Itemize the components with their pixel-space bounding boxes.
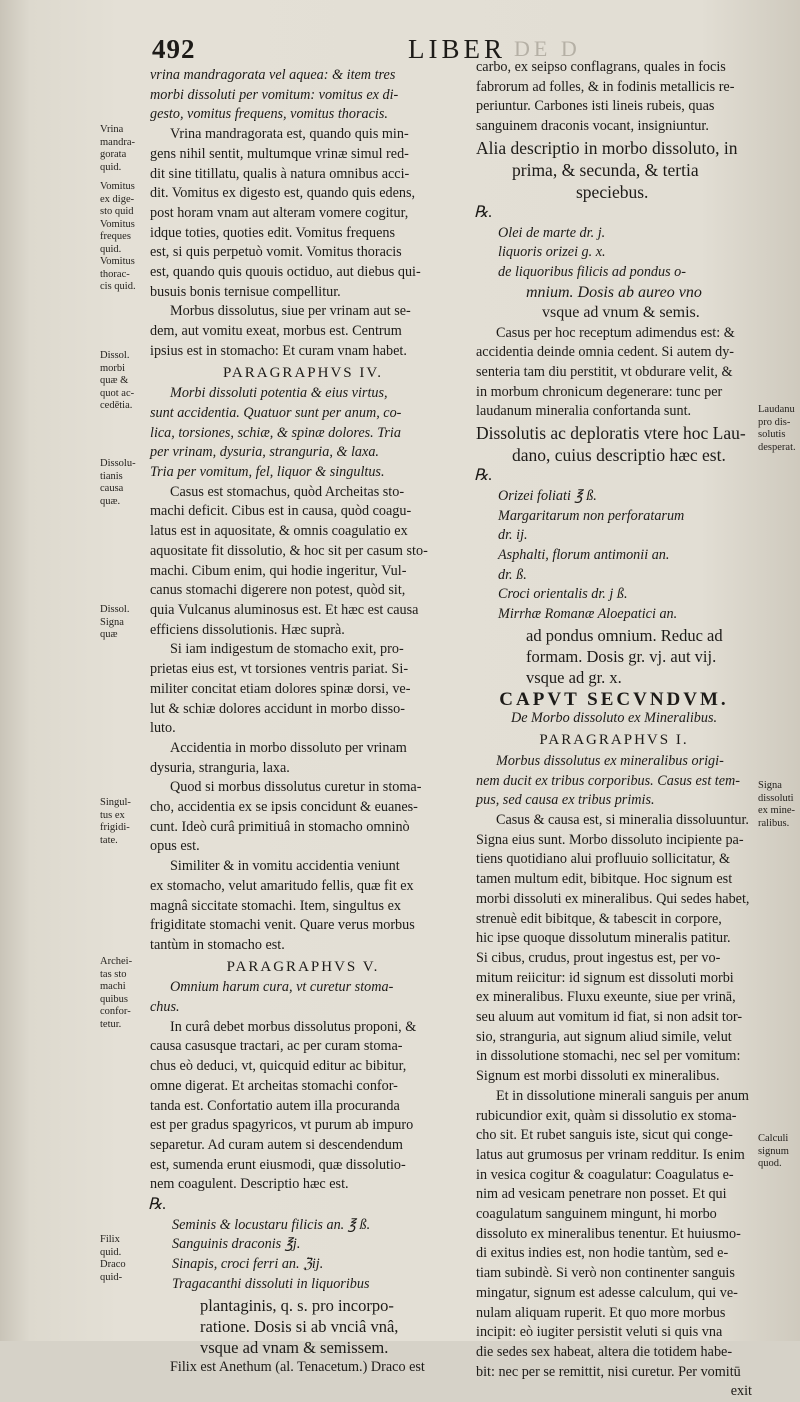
recipe-line [476, 263, 752, 283]
chapter-heading: CAPVT SECVNDVM. [499, 688, 729, 710]
text-line: ralibus. [758, 817, 790, 829]
text-line: est, si quis perpetuò vomit. Vomitus thoracis [150, 244, 402, 261]
margin-note [100, 350, 148, 413]
text-line: nem ducit ex tribus corporibus. Casus est tem- [476, 772, 741, 789]
text-line: magnâ siccitate stomachi. Item, singultus ex [150, 897, 401, 914]
text-line: formam. Dosis gr. vj. aut vij. [526, 646, 717, 666]
recipe-line [150, 1275, 456, 1358]
text-line: Croci orientalis dr. j ß. [498, 586, 628, 603]
text-line: dano, cuius descriptio hæc est. [512, 445, 726, 466]
text-line: efficiens dissolutionis. Hæc suprà. [150, 621, 345, 638]
margin-note [100, 1234, 148, 1284]
text-line: mitum reiicitur: id signum est dissoluti morbi [476, 969, 734, 986]
text-line: tus ex [100, 809, 125, 821]
text-line: Mirrhæ Romanæ Aloepatici an. [498, 606, 678, 623]
text-line: sanguinem draconis vocant, insigniuntur. [476, 118, 709, 135]
text-line: Casus & causa est, si mineralia dissoluuntur. [496, 811, 749, 828]
text-line: canus stomachi digerere non potest, quòd sit, [150, 582, 406, 599]
margin-note [758, 404, 800, 454]
text-line: desperat. [758, 441, 796, 453]
text-line: dr. ij. [498, 527, 528, 544]
text-line: Vomitus [100, 181, 135, 192]
recipe-line [476, 243, 752, 263]
text-line: lica, torsiones, schiæ, & spinæ dolores. Tria [150, 424, 401, 441]
text-line: ex stomacho, velut amaritudo fellis, quæ fit ex [150, 877, 414, 894]
right-text-column [476, 58, 752, 1402]
recipe-line [476, 203, 752, 243]
text-line: dit. Vomitus ex digesto est, quando quis edens, [150, 185, 416, 202]
text-line: gorata [100, 149, 127, 160]
text-line: busuis bonis ternisue compellitur. [150, 283, 341, 300]
text-line: laudanum mineralia confortanda sunt. [476, 403, 692, 420]
text-line: Dissol. [100, 350, 130, 361]
text-line: Sanguinis draconis ℥j. [172, 1236, 301, 1253]
text-line: ratione. Dosis si ab vnciâ vnâ, [200, 1316, 399, 1336]
text-line: nem coagulent. Descriptio hæc est. [150, 1176, 349, 1193]
text-line: morbi [100, 362, 126, 374]
text-line: tanda est. Confortatio autem illa procuranda [150, 1097, 400, 1114]
text-line: quid. [100, 243, 122, 255]
recipe-line [476, 283, 752, 324]
text-line: dissoluto ex mineralibus tenentur. Et huiusmo- [476, 1225, 741, 1242]
text-line: Margaritarum non perforatarum [498, 507, 685, 524]
text-line: plantaginis, q. s. pro incorpo- [200, 1295, 394, 1315]
text-line: Signa [758, 780, 782, 791]
text-line: per vrinam, dysuria, stranguria, & laxa. [150, 444, 379, 461]
text-line: morbi dissoluti per vomitum: vomitus ex di- [150, 86, 399, 103]
text-line: militer concitat etiam dolores spinæ dorsi, ve- [150, 680, 411, 697]
text-line: tiam subindè. Si verò non continenter sanguis [476, 1265, 735, 1282]
text-line: Morbus dissolutus, siue per vrinam aut se- [170, 303, 411, 320]
text-line: est, quando quis quouis octiduo, aut diebus qui- [150, 264, 421, 281]
recipe-line [150, 1195, 456, 1235]
text-line: cho, accidentia ex se ipsis concidunt & euanes- [150, 799, 418, 816]
text-line: quid. [100, 161, 122, 173]
text-paragraph [150, 640, 456, 739]
recipe-line [476, 507, 752, 546]
text-line: freques [100, 231, 131, 242]
text-line: pro dis- [758, 416, 791, 428]
text-line: separetur. Ad curam autem si descendendum [150, 1136, 403, 1153]
text-line: quid- [100, 1271, 123, 1283]
text-line: Filix [100, 1234, 120, 1245]
large-type-paragraph [476, 422, 752, 466]
text-line: vrina mandragorata vel aquea: & item tres [150, 67, 396, 83]
text-line: Casus per hoc receptum adimendus est: & [496, 324, 735, 341]
text-line: Calculi [758, 1133, 789, 1144]
text-line: solutis [758, 429, 786, 440]
margin-note [100, 604, 148, 642]
bleed-through-text: DE D [514, 36, 581, 61]
text-paragraph [150, 778, 456, 857]
text-line: Olei de marte dr. j. [498, 224, 606, 241]
text-line: Dissolutis ac deploratis vtere hoc Lau- [476, 423, 746, 444]
text-line: tantùm in stomacho est. [150, 936, 285, 953]
text-line: tetur. [100, 1018, 122, 1030]
text-line: Filix est Anethum (al. Tenacetum.) Draco est [170, 1358, 425, 1375]
text-line: ex mine- [758, 805, 796, 816]
margin-note [100, 458, 148, 508]
recipe-symbol-icon: ℞. [474, 467, 493, 485]
text-line: carbo, ex seipso conflagrans, quales in focis [476, 59, 726, 75]
text-line: strenuè edit bibitque, & tabescit in corpore, [476, 910, 722, 927]
text-line: liquoris orizei g. x. [498, 244, 606, 261]
text-line: Laudanu [758, 404, 795, 415]
left-text-column [150, 66, 456, 1377]
text-line: Draco [100, 1259, 126, 1270]
text-line: gesto, vomitus frequens, vomitus thoracis. [150, 106, 388, 123]
paragraph-heading: PARAGRAPHVS V. [226, 958, 380, 975]
text-line: thorac- [100, 268, 130, 280]
text-line: frigiditate stomachi venit. Quare verus morbus [150, 917, 415, 934]
recipe-symbol-icon: ℞. [474, 203, 493, 221]
text-line: senteria tam diu perstitit, vt obdurare velit, & [476, 364, 733, 381]
text-line: In curâ debet morbus dissolutus proponi, & [170, 1018, 417, 1035]
text-line: machi deficit. Cibus est in causa, quòd coagu- [150, 503, 412, 520]
text-line: Vrina [100, 124, 124, 135]
text-line: dit sine titillatu, qualis à natura omnibus acci- [150, 165, 410, 182]
recipe-line [150, 1235, 456, 1255]
recipe-line [150, 1255, 456, 1275]
text-line: in dissolutione stomachi, nec sel per vomitum: [476, 1048, 741, 1065]
text-line: seu aluum aut vomitum id fiat, si non adsit tor- [476, 1009, 743, 1026]
text-line: bit: nec per se remittit, nisi curetur. Per vomitū [476, 1363, 741, 1380]
text-line: quibus [100, 993, 129, 1005]
text-line: quia Vulcanus aluminosus est. Et hæc est causa [150, 601, 419, 618]
text-line: di exitus indies est, non hodie tantùm, sed e- [476, 1245, 729, 1262]
text-line: De Morbo dissoluto ex Mineralibus. [510, 710, 718, 727]
text-line: in vesica cogitur & coagulatur: Coagulatus e- [476, 1166, 734, 1183]
text-paragraph [150, 739, 456, 778]
paragraph-heading: PARAGRAPHVS IV. [222, 364, 384, 381]
text-line: periuntur. Carbones isti lineis rubeis, quas [476, 98, 715, 115]
text-line: omne digerat. Et archeitas stomachi confor- [150, 1077, 398, 1094]
text-line: cis quid. [100, 281, 136, 292]
text-line: latus est in aquositate, & omnis coagulatio ex [150, 523, 408, 540]
text-line: Si iam indigestum de stomacho exit, pro- [170, 641, 404, 658]
margin-note [758, 1133, 800, 1171]
text-paragraph [150, 66, 456, 125]
text-line: est, sumenda erunt eiusmodi, quæ dissolutio- [150, 1156, 406, 1173]
text-line: incipit: eò iugiter persistit veluti si quis vna [476, 1324, 723, 1341]
margin-note [100, 956, 148, 1031]
text-line: quid. [100, 1246, 122, 1258]
text-line: post horam vnam aut alteram vomere cogitur, [150, 204, 409, 221]
text-line: Signa [100, 616, 124, 628]
text-line: idque toties, quoties edit. Vomitus frequens [150, 224, 395, 241]
text-line: confor- [100, 1006, 131, 1017]
text-line: Signa eius sunt. Morbo dissoluto incipiente pa- [476, 831, 744, 848]
text-line: tas sto [100, 968, 127, 980]
text-line: chus. [150, 999, 180, 1016]
recipe-line [476, 585, 752, 605]
running-head: LIBER [408, 34, 506, 64]
text-line: speciebus. [576, 181, 649, 202]
text-line: de liquoribus filicis ad pondus o- [498, 263, 686, 280]
text-line: accidentia deinde omnia cedent. Si autem dy- [476, 344, 735, 361]
text-line: Quod si morbus dissolutus curetur in stoma- [170, 779, 422, 796]
page-number: 492 [152, 34, 196, 64]
text-line: dissoluti [758, 792, 794, 804]
text-line: ex mineralibus. Fluxu exeunte, siue per vrinā, [476, 989, 736, 1006]
text-line: sunt accidentia. Quatuor sunt per anum, co- [150, 404, 402, 421]
text-paragraph [476, 58, 752, 137]
text-line: cho sit. Et rubet sanguis iste, sicut qui conge- [476, 1127, 733, 1144]
text-line: morbi dissoluti ex mineralibus. Qui sedes habet, [476, 890, 750, 907]
text-line: Vomitus [100, 218, 135, 230]
text-line: prietas eius est, vt torsiones ventris pariat. Si- [150, 661, 409, 678]
text-line: mnium. Dosis ab aureo vno [526, 283, 702, 301]
text-line: die sedes sex habeat, altera die totidem habe- [476, 1343, 733, 1360]
text-line: luto. [150, 720, 176, 737]
text-paragraph [150, 1358, 456, 1378]
text-line: Dissolu- [100, 458, 136, 469]
text-line: Morbi dissoluti potentia & eius virtus, [170, 385, 388, 402]
margin-note [100, 124, 148, 174]
text-line: Morbus dissolutus ex mineralibus origi- [496, 752, 724, 769]
text-line: fabrorum ad folles, & in fodinis metallicis re- [476, 78, 735, 95]
text-line: nim ad vesicam penetrare non posset. Et qui [476, 1186, 727, 1203]
text-line: exit [730, 1383, 752, 1400]
text-line: Dissol. [100, 604, 130, 615]
text-paragraph [150, 857, 456, 956]
text-line: Accidentia in morbo dissoluto per vrinam [170, 739, 407, 756]
text-line: frigidi- [100, 822, 130, 833]
large-type-paragraph [476, 137, 752, 203]
text-line: Similiter & in vomitu accidentia veniunt [170, 858, 400, 875]
recipe-line [476, 466, 752, 506]
recipe-line [476, 605, 752, 688]
text-paragraph [150, 125, 456, 302]
text-line: ipsius est in stomacho: Et curam vnam habet. [150, 342, 407, 359]
text-line: hic ipse quoque dissolutum mineralis patitur. [476, 930, 731, 947]
text-paragraph [476, 1087, 752, 1383]
paragraph-heading: PARAGRAPHVS I. [539, 732, 689, 749]
text-paragraph [476, 752, 752, 811]
text-line: opus est. [150, 838, 200, 855]
text-line: mingatur, signum est adesse calculum, qui ve- [476, 1284, 738, 1301]
text-line: quæ & [100, 375, 129, 386]
text-line: causa [100, 483, 124, 494]
text-line: lut & schiæ dolores accidunt in morbo disso- [150, 700, 405, 717]
text-paragraph [150, 978, 456, 1017]
text-line: Sinapis, croci ferri an. ℨij. [172, 1256, 324, 1273]
text-line: Archei- [100, 956, 133, 967]
text-line: tiens quotidiano alui profluuio sollicitatur, & [476, 851, 730, 868]
text-line: machi. Cibum enim, qui hodie ingeritur, Vul- [150, 562, 407, 579]
text-line: dysuria, stranguria, laxa. [150, 759, 290, 776]
margin-note [100, 797, 148, 847]
recipe-symbol-icon: ℞. [148, 1196, 167, 1214]
text-line: Vomitus [100, 256, 135, 267]
catchword [476, 1382, 752, 1402]
recipe-line [476, 546, 752, 585]
text-line: gens nihil sentit, multumque vrinæ simul red- [150, 145, 409, 162]
text-line: Et in dissolutione minerali sanguis per anum [496, 1087, 749, 1104]
text-line: tamen multum edit, bibitque. Hoc signum est [476, 871, 733, 888]
text-line: dr. ß. [498, 566, 527, 583]
text-line: in morbum chronicum degenerare: tunc per [476, 383, 723, 400]
text-line: Si cibus, crudus, prout ingestus est, per vo- [476, 949, 721, 966]
text-paragraph [476, 811, 752, 1087]
text-line: causa casusque tractari, ac per curam stoma- [150, 1038, 403, 1055]
text-line: vsque ad vnum & semis. [542, 304, 700, 322]
text-line: mandra- [100, 136, 135, 148]
text-line: sto quid [100, 206, 134, 217]
text-line: Vrina mandragorata est, quando quis min- [170, 126, 409, 143]
text-line: Orizei foliati ℥ ß. [498, 487, 597, 504]
text-line: Alia descriptio in morbo dissoluto, in [476, 137, 738, 158]
text-line: quod. [758, 1158, 782, 1169]
text-line: Casus est stomachus, quòd Archeitas sto- [170, 483, 405, 500]
text-line: machi [100, 981, 126, 992]
text-line: rubicundior exit, quàm si dissolutio ex stoma- [476, 1107, 737, 1124]
text-line: Asphalti, florum antimonii an. [498, 546, 670, 563]
text-line: Tria per vomitum, fel, liquor & singultus. [150, 464, 385, 481]
text-paragraph [476, 324, 752, 423]
text-line: tianis [100, 470, 123, 482]
text-line: latus aut grumosus per vrinam redditur. Is enim [476, 1146, 745, 1163]
text-line: Singul- [100, 797, 131, 808]
text-line: Omnium harum cura, vt curetur stoma- [170, 979, 394, 996]
text-line: cunt. Ideò curâ primitiuâ in stomacho omninò [150, 818, 410, 835]
text-line: Tragacanthi dissoluti in liquoribus [172, 1275, 370, 1292]
chapter-subtitle [476, 709, 752, 729]
text-line: ex dige- [100, 193, 135, 205]
text-line: dem, aut vomitu exeat, morbus est. Centrum [150, 323, 402, 340]
text-line: vsque ad vnam & semissem. [200, 1337, 389, 1357]
text-paragraph [150, 302, 456, 361]
text-paragraph [150, 1018, 456, 1195]
text-line: signum [758, 1145, 789, 1157]
text-line: Signum est morbi dissoluti ex mineralibus. [476, 1068, 720, 1085]
text-line: prima, & secunda, & tertia [512, 159, 699, 180]
text-line: nulam aliquam ruperit. Et quo more morbus [476, 1304, 726, 1321]
text-line: pus, sed causa ex tribus primis. [476, 792, 655, 809]
text-line: est per gradus spagyricos, vt purum ab impuro [150, 1117, 414, 1134]
text-line: coagulatum sanguinem mingunt, hi morbo [476, 1206, 717, 1223]
text-line: quæ [100, 629, 118, 640]
text-line: cedētia. [100, 400, 133, 411]
text-line: chus eò deduci, vt, quicquid editur ac bibitur, [150, 1058, 407, 1075]
text-line: sio, stranguria, aut signum aliud simile, velut [476, 1028, 732, 1045]
margin-note [100, 181, 148, 294]
text-line: tate. [100, 834, 118, 846]
margin-note [758, 780, 800, 830]
text-paragraph [150, 483, 456, 641]
text-line: ad pondus omnium. Reduc ad [526, 625, 723, 645]
text-line: aquositate fit dissolutio, & hoc sit per casum sto- [150, 542, 428, 559]
text-line: vsque ad gr. x. [526, 667, 622, 687]
text-paragraph [150, 384, 456, 483]
text-line: quæ. [100, 495, 121, 507]
text-line: Seminis & locustaru filicis an. ℥ ß. [172, 1216, 371, 1233]
text-line: quot ac- [100, 387, 135, 399]
